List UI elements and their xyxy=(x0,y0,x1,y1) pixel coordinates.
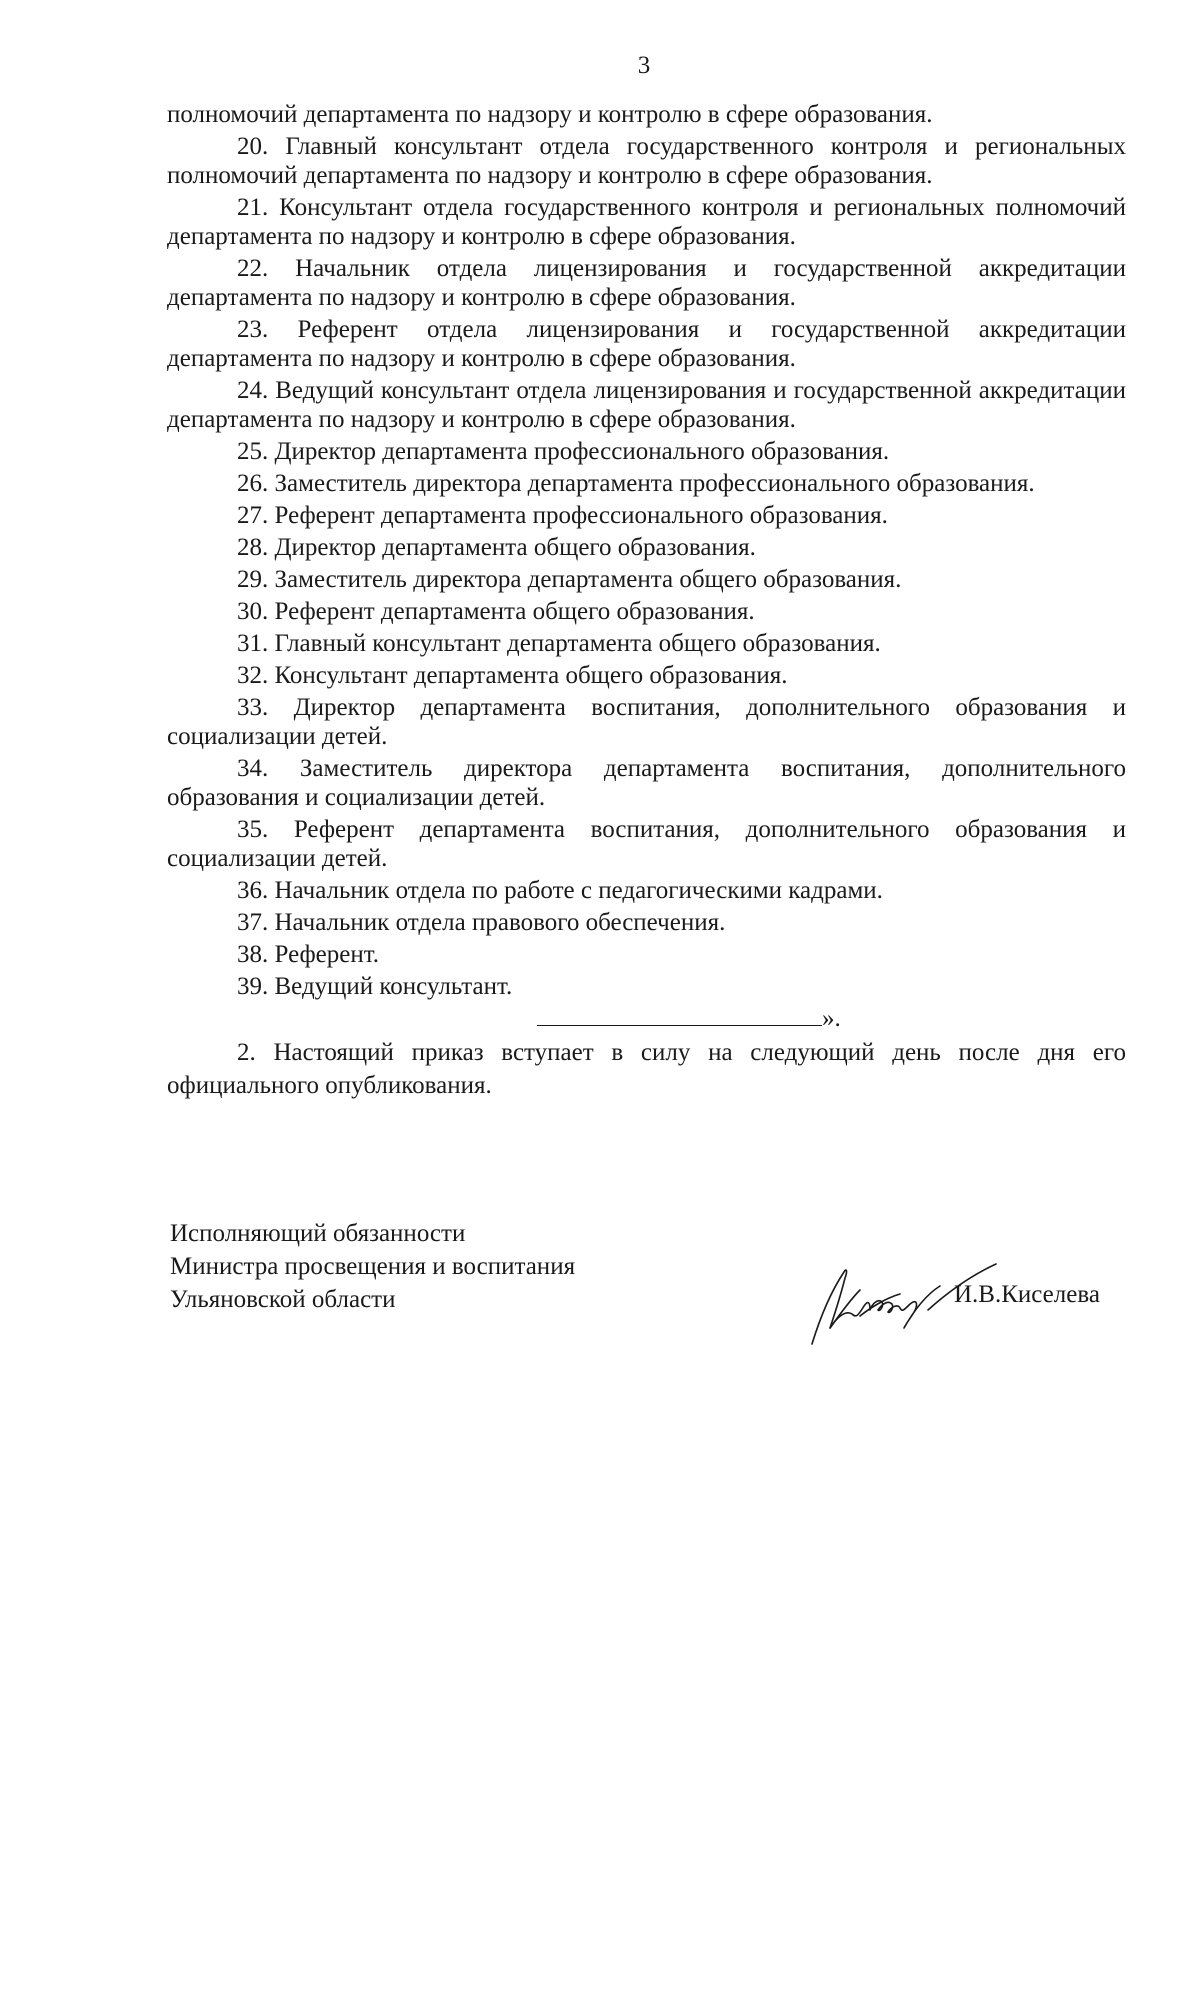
signer-title-line-2: Министра просвещения и воспитания xyxy=(170,1253,576,1280)
list-item-23: 23. Референт отдела лицензирования и государственной аккредитации департамента по надзору и контролю в сфере образования. xyxy=(167,316,1126,372)
list-item-38: 38. Референт. xyxy=(237,941,380,968)
list-item-25: 25. Директор департамента профессионального образования. xyxy=(237,438,890,465)
list-item-22: 22. Начальник отдела лицензирования и государственной аккредитации департамента по надзору и контролю в сфере образования. xyxy=(167,255,1126,311)
signer-title-line-1: Исполняющий обязанности xyxy=(170,1220,466,1247)
list-end-mark xyxy=(167,1004,1126,1034)
signature-block xyxy=(170,1217,575,1316)
list-item-30: 30. Референт департамента общего образования. xyxy=(237,598,755,625)
signer-name: И.В.Киселева xyxy=(954,1281,1100,1308)
list-item-35: 35. Референт департамента воспитания, дополнительного образования и социализации детей. xyxy=(167,816,1126,872)
list-item-24: 24. Ведущий консультант отдела лицензирования и государственной аккредитации департамента по надзору и контролю в сфере образования. xyxy=(167,377,1126,433)
effective-date-paragraph: 2. Настоящий приказ вступает в силу на следующий день после дня его официального опубликования. xyxy=(167,1039,1126,1099)
list-item-26: 26. Заместитель директора департамента профессионального образования. xyxy=(237,470,1035,497)
list-item-31: 31. Главный консультант департамента общего образования. xyxy=(237,630,881,657)
list-item-36: 36. Начальник отдела по работе с педагогическими кадрами. xyxy=(237,877,883,904)
closing-quote: ». xyxy=(822,1005,841,1032)
list-item-33: 33. Директор департамента воспитания, дополнительного образования и социализации детей. xyxy=(167,694,1126,750)
list-item-27: 27. Референт департамента профессионального образования. xyxy=(237,502,888,529)
list-item-34: 34. Заместитель директора департамента воспитания, дополнительного образования и социализации детей. xyxy=(167,755,1126,811)
list-item-21: 21. Консультант отдела государственного контроля и региональных полномочий департамента по надзору и контролю в сфере образования. xyxy=(167,194,1126,250)
list-item-39: 39. Ведущий консультант. xyxy=(237,973,513,1000)
list-item-29: 29. Заместитель директора департамента общего образования. xyxy=(237,566,902,593)
list-item-28: 28. Директор департамента общего образования. xyxy=(237,534,756,561)
list-end-underline xyxy=(537,1005,822,1026)
page-number: 3 xyxy=(637,52,651,79)
signer-title-line-3: Ульяновской области xyxy=(170,1286,396,1313)
list-item-20: 20. Главный консультант отдела государственного контроля и региональных полномочий департамента по надзору и контролю в сфере образования. xyxy=(167,133,1126,189)
list-item-32: 32. Консультант департамента общего образования. xyxy=(237,662,788,689)
document-body xyxy=(167,100,1126,1102)
list-item-19-continuation: полномочий департамента по надзору и контролю в сфере образования. xyxy=(167,101,933,128)
list-item-37: 37. Начальник отдела правового обеспечения. xyxy=(237,909,726,936)
